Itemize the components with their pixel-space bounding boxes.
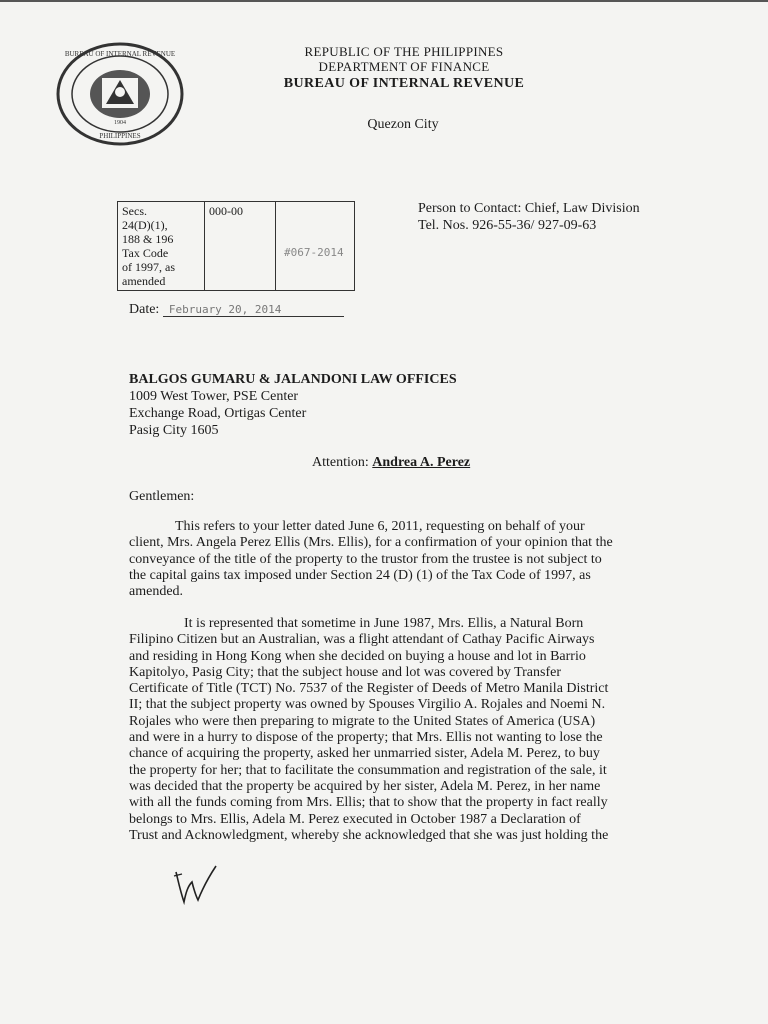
p2-line: and residing in Hong Kong when she decided on buying a house and lot in Barrio: [129, 648, 586, 664]
p2-line: was decided that the property be acquired by her sister, Adela M. Perez, in her name: [129, 778, 601, 794]
salutation: Gentlemen:: [129, 489, 195, 504]
date-label: Date:: [129, 302, 160, 317]
p2-line: Certificate of Title (TCT) No. 7537 of the Register of Deeds of Metro Manila District: [129, 681, 609, 697]
date-value: February 20, 2014: [163, 303, 344, 317]
letterhead-city: Quezon City: [367, 117, 439, 132]
p2-line: Rojales who were then preparing to migrate to the United States of America (USA): [129, 713, 596, 729]
seal-bottom-text: PHILIPPINES: [99, 132, 141, 140]
p2-line: the property for her; that to facilitate the consummation and registration of the sale, it: [129, 762, 607, 778]
letterhead-republic: REPUBLIC OF THE PHILIPPINES: [304, 44, 504, 59]
paragraph-1: [129, 519, 669, 600]
p1-line: amended.: [129, 584, 184, 600]
p2-line: with all the funds coming from Mrs. Ellis; that to show that the property in fact really: [129, 795, 608, 811]
p2-line: and were in a hurry to dispose of the property; that Mrs. Ellis not wanting to lose the: [129, 730, 603, 746]
addressee-block: [129, 371, 457, 439]
contact-tel: Tel. Nos. 926-55-36/ 927-09-63: [418, 218, 597, 233]
p1-line: This refers to your letter dated June 6, 2011, requesting on behalf of your: [175, 519, 585, 534]
p2-line: chance of acquiring the property, asked her unmarried sister, Adela M. Perez, to buy: [129, 746, 600, 762]
addressee-line2: Exchange Road, Ortigas Center: [129, 406, 307, 421]
date-line: [129, 302, 344, 318]
p2-line: belongs to Mrs. Ellis, Adela M. Perez executed in October 1987 a Declaration of: [129, 811, 581, 827]
seal-year: 1904: [114, 120, 126, 126]
code-cell: 000-00: [205, 202, 276, 291]
ruling-number-stamp: #067-2014: [284, 246, 344, 259]
addressee-line1: 1009 West Tower, PSE Center: [129, 389, 299, 404]
addressee-line3: Pasig City 1605: [129, 423, 219, 438]
attention-label: Attention:: [312, 455, 369, 470]
p2-line: Filipino Citizen but an Australian, was a flight attendant of Cathay Pacific Airways: [129, 632, 595, 648]
p2-line: Kapitolyo, Pasig City; that the subject house and lot was covered by Transfer: [129, 664, 561, 680]
handwritten-initials: [170, 862, 220, 908]
scan-edge-line: [0, 0, 768, 3]
p1-line: conveyance of the title of the property to the trustor from the trustee is not subject to: [129, 551, 602, 567]
reference-box: [117, 201, 355, 291]
p2-line: It is represented that sometime in June 1987, Mrs. Ellis, a Natural Born: [184, 616, 584, 631]
attention-line: [312, 455, 470, 471]
paragraph-2: [129, 616, 669, 844]
contact-block: [418, 200, 640, 234]
letterhead-department: DEPARTMENT OF FINANCE: [318, 59, 490, 74]
contact-person: Person to Contact: Chief, Law Division: [418, 201, 640, 216]
letterhead-bureau: BUREAU OF INTERNAL REVENUE: [283, 76, 525, 91]
p1-line: the capital gains tax imposed under Section 24 (D) (1) of the Tax Code of 1997, as: [129, 567, 591, 583]
sections-cell: Secs. 24(D)(1), 188 & 196 Tax Code of 1997, as amended: [118, 202, 205, 291]
p2-line: Trust and Acknowledgment, whereby she acknowledged that she was just holding the: [129, 827, 609, 843]
p1-line: client, Mrs. Angela Perez Ellis (Mrs. Ellis), for a confirmation of your opinion that the: [129, 535, 613, 551]
addressee-firm: BALGOS GUMARU & JALANDONI LAW OFFICES: [129, 372, 457, 387]
p2-line: II; that the subject property was owned by Spouses Virgilio A. Rojales and Noemi N.: [129, 697, 606, 713]
attention-name: Andrea A. Perez: [372, 455, 471, 470]
stamp-cell: [276, 202, 355, 291]
seal-top-text: BUREAU OF INTERNAL REVENUE: [64, 50, 176, 58]
